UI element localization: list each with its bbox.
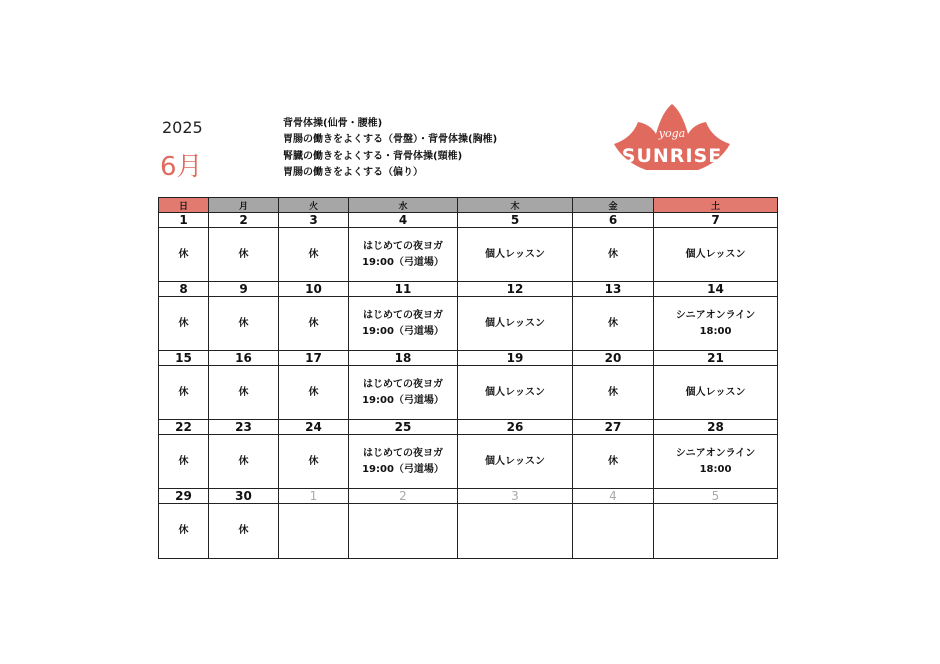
event-text: シニアオンライン (675, 309, 756, 321)
day-cell (209, 366, 279, 420)
day-cell (349, 297, 458, 351)
day-cell (573, 504, 654, 559)
event-row (159, 228, 778, 282)
day-number: 28 (654, 420, 778, 435)
event-text: はじめての夜ヨガ (363, 447, 443, 459)
day-number: 4 (349, 213, 458, 228)
day-cell (279, 504, 349, 559)
logo-top-text: yoga (658, 127, 686, 140)
day-number: 25 (349, 420, 458, 435)
day-cell (458, 228, 573, 282)
year-label: 2025 (162, 118, 203, 137)
event-text: 個人レッスン (485, 317, 545, 329)
date-row (159, 282, 778, 297)
weekday-mon: 月 (209, 198, 279, 213)
day-number: 27 (573, 420, 654, 435)
day-number: 12 (458, 282, 573, 297)
date-row (159, 489, 778, 504)
day-cell (159, 228, 209, 282)
day-cell (159, 504, 209, 559)
date-row (159, 420, 778, 435)
day-number: 2 (349, 489, 458, 504)
day-cell (573, 435, 654, 489)
event-text: 休 (608, 455, 618, 467)
day-number: 21 (654, 351, 778, 366)
event-text: 休 (308, 248, 319, 260)
day-number: 3 (279, 213, 349, 228)
event-text: 休 (238, 248, 249, 260)
date-row (159, 213, 778, 228)
weekday-wed: 水 (349, 198, 458, 213)
day-number: 18 (349, 351, 458, 366)
event-text: 休 (308, 386, 319, 398)
day-number: 1 (159, 213, 209, 228)
day-cell (654, 504, 778, 559)
day-number: 7 (654, 213, 778, 228)
event-text: 19:00（弓道場） (362, 325, 444, 337)
event-text: 個人レッスン (485, 455, 545, 467)
day-cell (458, 435, 573, 489)
event-text: 休 (238, 317, 249, 329)
day-cell (573, 228, 654, 282)
day-number: 17 (279, 351, 349, 366)
day-cell (654, 228, 778, 282)
event-text: 休 (238, 455, 249, 467)
event-text: 19:00（弓道場） (362, 394, 444, 406)
event-text: はじめての夜ヨガ (363, 378, 443, 390)
note-line: 胃腸の働きをよくする（骨盤）・背骨体操(胸椎) (283, 134, 498, 146)
event-text: 休 (238, 525, 249, 536)
day-cell (279, 228, 349, 282)
day-cell (458, 366, 573, 420)
day-cell (159, 366, 209, 420)
day-number: 22 (159, 420, 209, 435)
day-cell (349, 435, 458, 489)
weekday-thu: 木 (458, 198, 573, 213)
event-text: 休 (308, 455, 319, 467)
day-cell (349, 504, 458, 559)
day-number: 23 (209, 420, 279, 435)
event-text: 休 (178, 248, 189, 260)
day-cell (654, 297, 778, 351)
day-number: 29 (159, 489, 209, 504)
event-text: 個人レッスン (485, 248, 545, 260)
day-cell (209, 228, 279, 282)
day-number: 2 (209, 213, 279, 228)
day-cell (349, 228, 458, 282)
event-text: 個人レッスン (685, 248, 746, 260)
event-text: 休 (238, 386, 249, 398)
weekday-header-row (159, 198, 778, 213)
day-number: 4 (573, 489, 654, 504)
month-label: 6月 (160, 152, 203, 182)
schedule-notes (283, 116, 497, 181)
day-number: 3 (458, 489, 573, 504)
event-text: 個人レッスン (485, 386, 545, 398)
event-text: はじめての夜ヨガ (363, 309, 443, 321)
note-line: 胃腸の働きをよくする（偏り） (283, 166, 423, 178)
weekday-sun: 日 (159, 198, 209, 213)
weekday-tue: 火 (279, 198, 349, 213)
event-text: 休 (608, 317, 618, 329)
event-text: 18:00 (699, 325, 732, 337)
event-text: 19:00（弓道場） (362, 256, 444, 268)
day-cell (209, 435, 279, 489)
calendar-table (158, 197, 778, 559)
day-number: 5 (654, 489, 778, 504)
day-cell (349, 366, 458, 420)
event-text: 休 (178, 386, 189, 398)
event-text: はじめての夜ヨガ (363, 240, 443, 252)
day-cell (458, 504, 573, 559)
day-number: 30 (209, 489, 279, 504)
day-cell (279, 297, 349, 351)
event-text: 個人レッスン (685, 386, 746, 398)
day-number: 9 (209, 282, 279, 297)
event-text: 18:00 (699, 463, 732, 475)
event-text: 休 (608, 386, 618, 398)
day-number: 11 (349, 282, 458, 297)
event-text: シニアオンライン (675, 447, 756, 459)
event-text: 19:00（弓道場） (362, 463, 444, 475)
day-number: 20 (573, 351, 654, 366)
day-cell (209, 297, 279, 351)
day-number: 5 (458, 213, 573, 228)
day-cell (279, 435, 349, 489)
event-text: 休 (308, 317, 319, 329)
day-cell (209, 504, 279, 559)
weekday-fri: 金 (573, 198, 654, 213)
day-number: 1 (279, 489, 349, 504)
day-number: 24 (279, 420, 349, 435)
event-text: 休 (608, 248, 618, 260)
event-row (159, 435, 778, 489)
day-number: 15 (159, 351, 209, 366)
day-cell (654, 435, 778, 489)
note-line: 腎臓の働きをよくする・背骨体操(頸椎) (283, 150, 463, 162)
day-number: 8 (159, 282, 209, 297)
event-text: 休 (178, 317, 189, 329)
day-number: 10 (279, 282, 349, 297)
day-number: 14 (654, 282, 778, 297)
event-text: 休 (178, 455, 189, 467)
note-line: 背骨体操(仙骨・腰椎) (283, 118, 383, 129)
event-row (159, 504, 778, 559)
event-row (159, 366, 778, 420)
date-row (159, 351, 778, 366)
event-row (159, 297, 778, 351)
logo-main-text: SUNRISE (621, 145, 723, 167)
day-cell (159, 435, 209, 489)
day-number: 13 (573, 282, 654, 297)
event-text: 休 (178, 525, 189, 536)
day-number: 19 (458, 351, 573, 366)
day-number: 26 (458, 420, 573, 435)
day-cell (458, 297, 573, 351)
day-cell (573, 297, 654, 351)
weekday-sat: 土 (654, 198, 778, 213)
sunrise-lotus-logo (610, 100, 734, 176)
day-number: 16 (209, 351, 279, 366)
day-number: 6 (573, 213, 654, 228)
day-cell (654, 366, 778, 420)
day-cell (159, 297, 209, 351)
day-cell (573, 366, 654, 420)
day-cell (279, 366, 349, 420)
